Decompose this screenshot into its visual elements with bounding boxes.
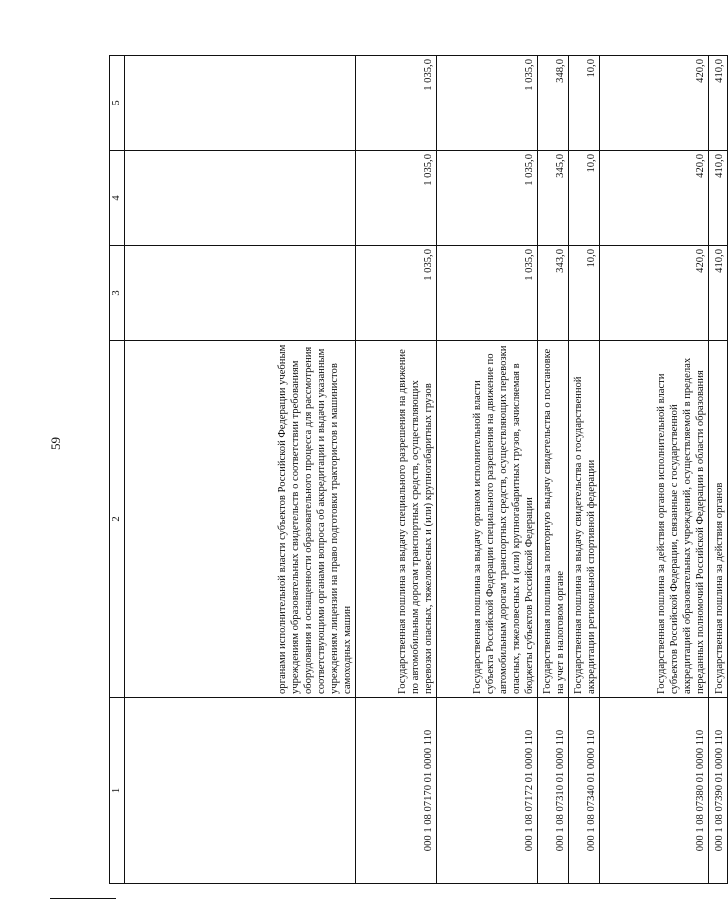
- table-row: [709, 56, 728, 884]
- row-value-col4: 10,0: [569, 151, 600, 246]
- table-row: [125, 56, 356, 884]
- header-col-1: 1: [110, 698, 125, 884]
- row-value-col3: 410,0: [709, 246, 728, 341]
- row-code: 000 1 08 07170 01 0000 110: [356, 698, 437, 884]
- table-row: [538, 56, 569, 884]
- row-value-col5: 10,0: [569, 56, 600, 151]
- row-value-col4: 410,0: [709, 151, 728, 246]
- row-name: Государственная пошлина за действия органов: [709, 341, 728, 698]
- row-value-col5: 410,0: [709, 56, 728, 151]
- row-value-col4: 1 035,0: [356, 151, 437, 246]
- row-code: [125, 698, 356, 884]
- row-value-col4: 345,0: [538, 151, 569, 246]
- row-name: Государственная пошлина за выдачу свидетельства о государственной аккредитации региональной спортивной федерации: [569, 341, 600, 698]
- table-row: [356, 56, 437, 884]
- row-value-col3: 343,0: [538, 246, 569, 341]
- rotated-table-container: [109, 56, 726, 884]
- table-row: [437, 56, 538, 884]
- footer-rule: [50, 898, 116, 899]
- page-number: 59: [48, 437, 63, 450]
- row-value-col3: 1 035,0: [356, 246, 437, 341]
- row-value-col5: 1 035,0: [437, 56, 538, 151]
- row-value-col5: [125, 56, 356, 151]
- row-name: Государственная пошлина за выдачу специального разрешения на движение по автомобильным дорогам транспортных средств, осуществляющих перевозки опасных, тяжеловесных и (или) крупногабаритных грузов: [356, 341, 437, 698]
- row-value-col3: 420,0: [600, 246, 709, 341]
- row-code: 000 1 08 07310 01 0000 110: [538, 698, 569, 884]
- row-code: 000 1 08 07390 01 0000 110: [709, 698, 728, 884]
- row-value-col3: 1 035,0: [437, 246, 538, 341]
- row-code: 000 1 08 07340 01 0000 110: [569, 698, 600, 884]
- table-row: [600, 56, 709, 884]
- header-col-4: 4: [110, 151, 125, 246]
- row-value-col5: 1 035,0: [356, 56, 437, 151]
- row-value-col5: 420,0: [600, 56, 709, 151]
- row-name: Государственная пошлина за выдачу органом исполнительной власти субъекта Российской Федерации специального разрешения на движение по автомобильным дорогам транспортных средств, осуществляющих перевозки опасных, тяжеловесных и (или) крупногабаритных грузов, зачисляемая в бюджеты субъектов Российской Федерации: [437, 341, 538, 698]
- row-value-col3: [125, 246, 356, 341]
- row-value-col4: [125, 151, 356, 246]
- row-value-col4: 420,0: [600, 151, 709, 246]
- row-code: 000 1 08 07380 01 0000 110: [600, 698, 709, 884]
- table-row: [569, 56, 600, 884]
- row-value-col5: 348,0: [538, 56, 569, 151]
- table-header-row: [110, 56, 125, 884]
- row-name: Государственная пошлина за повторную выдачу свидетельства о постановке на учет в налоговом органе: [538, 341, 569, 698]
- header-col-2: 2: [110, 341, 125, 698]
- header-col-3: 3: [110, 246, 125, 341]
- budget-table: [109, 55, 728, 884]
- row-code: 000 1 08 07172 01 0000 110: [437, 698, 538, 884]
- header-col-5: 5: [110, 56, 125, 151]
- row-value-col4: 1 035,0: [437, 151, 538, 246]
- row-name: Государственная пошлина за действия органов исполнительной власти субъектов Российской Федерации, связанные с государственной аккредитацией образовательных учреждений, осуществляемой в пределах переданных полномочий Российской Федерации в области образования: [600, 341, 709, 698]
- row-value-col3: 10,0: [569, 246, 600, 341]
- row-name: органами исполнительной власти субъектов Российской Федерации учебным учреждениям образовательных свидетельств о соответствии требованиям оборудования и оснащенности образовательного процесса для рассмотрения соответствующими органами вопроса об аккредитации и выдачи указанным учреждениям лицензии на право подготовки трактористов и машинистов самоходных машин: [125, 341, 356, 698]
